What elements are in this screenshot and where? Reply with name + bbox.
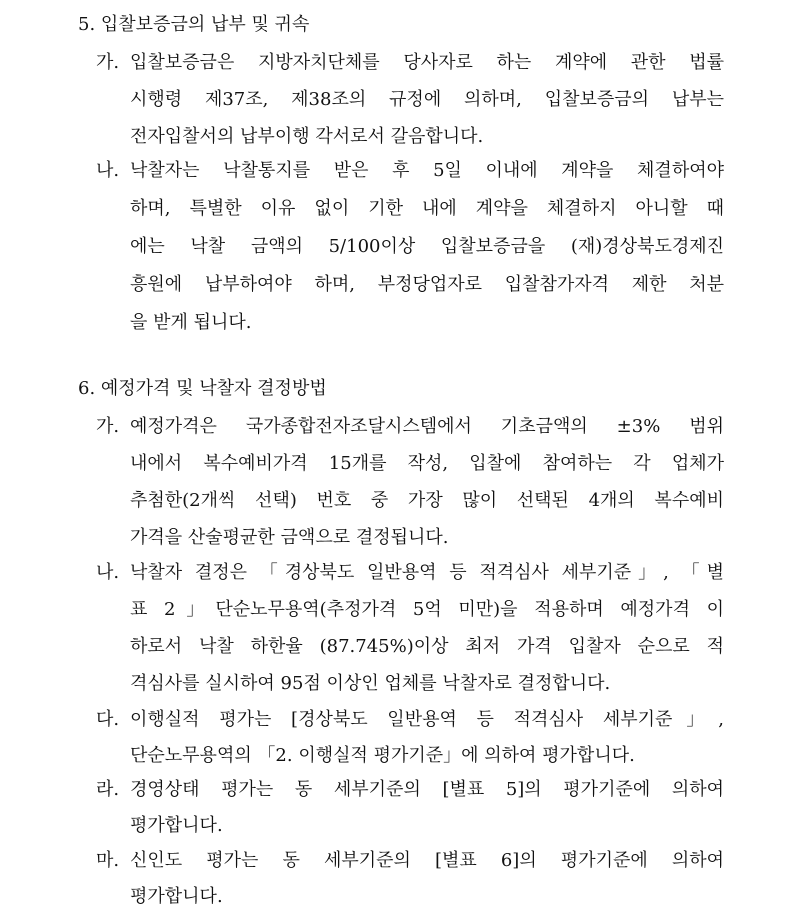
item-marker: 마.: [96, 850, 120, 871]
item-line: 을 받게 됩니다.: [130, 312, 252, 333]
item-line: 신인도 평가는 동 세부기준의 [별표 6]의 평가기준에 의하여: [130, 850, 724, 871]
item-marker: 라.: [96, 779, 120, 800]
list-item: [96, 775, 726, 849]
section-heading-5: 5. 입찰보증금의 납부 및 귀속: [78, 14, 310, 35]
item-line: 경영상태 평가는 동 세부기준의 [별표 5]의 평가기준에 의하여: [130, 779, 724, 800]
item-line: 낙찰자는 낙찰통지를 받은 후 5일 이내에 계약을 체결하여야: [130, 160, 724, 181]
section-heading-6: 6. 예정가격 및 낙찰자 결정방법: [78, 378, 327, 399]
item-line: 전자입찰서의 납부이행 각서로서 갈음합니다.: [130, 126, 484, 147]
list-item: [96, 48, 726, 158]
item-line: 이행실적 평가는 [경상북도 일반용역 등 적격심사 세부기준」,: [130, 709, 724, 730]
item-line: 격심사를 실시하여 95점 이상인 업체를 낙찰자로 결정합니다.: [130, 673, 611, 694]
item-marker: 가.: [96, 52, 120, 73]
list-item: [96, 558, 726, 708]
item-line: 예정가격은 국가종합전자조달시스템에서 기초금액의 ±3% 범위: [130, 416, 724, 437]
item-line: 평가합니다.: [130, 886, 223, 907]
list-item: [96, 705, 726, 779]
item-line: 하며, 특별한 이유 없이 기한 내에 계약을 체결하지 아니할 때: [130, 198, 724, 219]
item-marker: 가.: [96, 416, 120, 437]
list-item: [96, 412, 726, 562]
item-line: 가격을 산술평균한 금액으로 결정됩니다.: [130, 527, 449, 548]
item-marker: 다.: [96, 709, 120, 730]
item-line: 평가합니다.: [130, 815, 223, 836]
list-item: [96, 156, 726, 346]
item-line: 내에서 복수예비가격 15개를 작성, 입찰에 참여하는 각 업체가: [130, 453, 724, 474]
list-item: [96, 846, 726, 908]
item-line: 낙찰자 결정은 「경상북도 일반용역 등 적격심사 세부기준」, 「별: [130, 562, 724, 583]
item-marker: 나.: [96, 160, 120, 181]
item-line: 에는 낙찰 금액의 5/100이상 입찰보증금을 (재)경상북도경제진: [130, 236, 724, 257]
item-line: 시행령 제37조, 제38조의 규정에 의하며, 입찰보증금의 납부는: [130, 89, 724, 110]
item-marker: 나.: [96, 562, 120, 583]
item-line: 표 2」단순노무용역(추정가격 5억 미만)을 적용하며 예정가격 이: [130, 599, 724, 620]
item-line: 단순노무용역의 「2. 이행실적 평가기준」에 의하여 평가합니다.: [130, 745, 635, 766]
item-line: 추첨한(2개씩 선택) 번호 중 가장 많이 선택된 4개의 복수예비: [130, 490, 724, 511]
item-line: 입찰보증금은 지방자치단체를 당사자로 하는 계약에 관한 법률: [130, 52, 724, 73]
item-line: 하로서 낙찰 하한율 (87.745%)이상 최저 가격 입찰자 순으로 적: [130, 636, 724, 657]
item-line: 흥원에 납부하여야 하며, 부정당업자로 입찰참가자격 제한 처분: [130, 274, 724, 295]
